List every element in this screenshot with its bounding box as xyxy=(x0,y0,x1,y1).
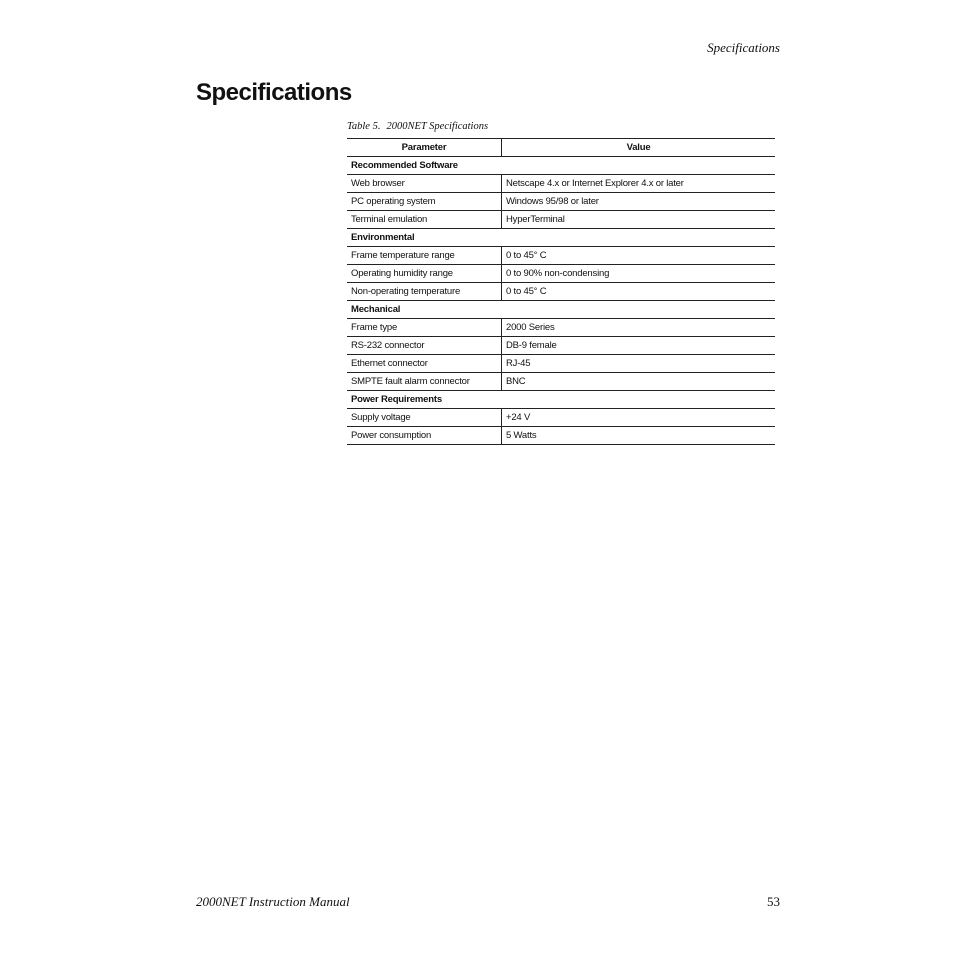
table-caption-title: 2000NET Specifications xyxy=(386,121,489,132)
table-row xyxy=(347,247,775,265)
parameter-cell: Supply voltage xyxy=(347,409,502,427)
value-cell: 2000 Series xyxy=(502,319,776,337)
table-row xyxy=(347,373,775,391)
value-cell: Windows 95/98 or later xyxy=(502,193,776,211)
parameter-cell: Power consumption xyxy=(347,427,502,445)
column-header-value: Value xyxy=(502,139,776,157)
section-title: Power Requirements xyxy=(347,391,775,409)
parameter-cell: SMPTE fault alarm connector xyxy=(347,373,502,391)
value-cell: BNC xyxy=(502,373,776,391)
table-row xyxy=(347,337,775,355)
table-row xyxy=(347,175,775,193)
value-cell: HyperTerminal xyxy=(502,211,776,229)
parameter-cell: Frame temperature range xyxy=(347,247,502,265)
footer-page-number: 53 xyxy=(767,894,780,909)
running-header: Specifications xyxy=(707,40,780,55)
specifications-table xyxy=(347,138,775,445)
column-header-parameter: Parameter xyxy=(347,139,502,157)
section-row-recommended-software xyxy=(347,157,775,175)
section-title: Environmental xyxy=(347,229,775,247)
table-row xyxy=(347,193,775,211)
table-row xyxy=(347,409,775,427)
table-caption-number: Table 5. xyxy=(347,121,381,132)
parameter-cell: Operating humidity range xyxy=(347,265,502,283)
table-row xyxy=(347,211,775,229)
page-title: Specifications xyxy=(196,79,352,106)
parameter-cell: RS-232 connector xyxy=(347,337,502,355)
parameter-cell: PC operating system xyxy=(347,193,502,211)
parameter-cell: Terminal emulation xyxy=(347,211,502,229)
value-cell: Netscape 4.x or Internet Explorer 4.x or later xyxy=(502,175,776,193)
table-caption xyxy=(347,120,488,133)
section-row-environmental xyxy=(347,229,775,247)
value-cell: +24 V xyxy=(502,409,776,427)
value-cell: DB-9 female xyxy=(502,337,776,355)
table-header-row xyxy=(347,139,775,157)
section-row-mechanical xyxy=(347,301,775,319)
table-row xyxy=(347,265,775,283)
parameter-cell: Web browser xyxy=(347,175,502,193)
value-cell: 0 to 45° C xyxy=(502,283,776,301)
parameter-cell: Ethernet connector xyxy=(347,355,502,373)
section-title: Mechanical xyxy=(347,301,775,319)
table-row xyxy=(347,427,775,445)
footer-manual-title: 2000NET Instruction Manual xyxy=(196,894,350,909)
value-cell: 0 to 45° C xyxy=(502,247,776,265)
value-cell: RJ-45 xyxy=(502,355,776,373)
parameter-cell: Frame type xyxy=(347,319,502,337)
value-cell: 5 Watts xyxy=(502,427,776,445)
section-title: Recommended Software xyxy=(347,157,775,175)
table-row xyxy=(347,319,775,337)
parameter-cell: Non-operating temperature xyxy=(347,283,502,301)
section-row-power-requirements xyxy=(347,391,775,409)
table-row xyxy=(347,355,775,373)
value-cell: 0 to 90% non-condensing xyxy=(502,265,776,283)
table-row xyxy=(347,283,775,301)
